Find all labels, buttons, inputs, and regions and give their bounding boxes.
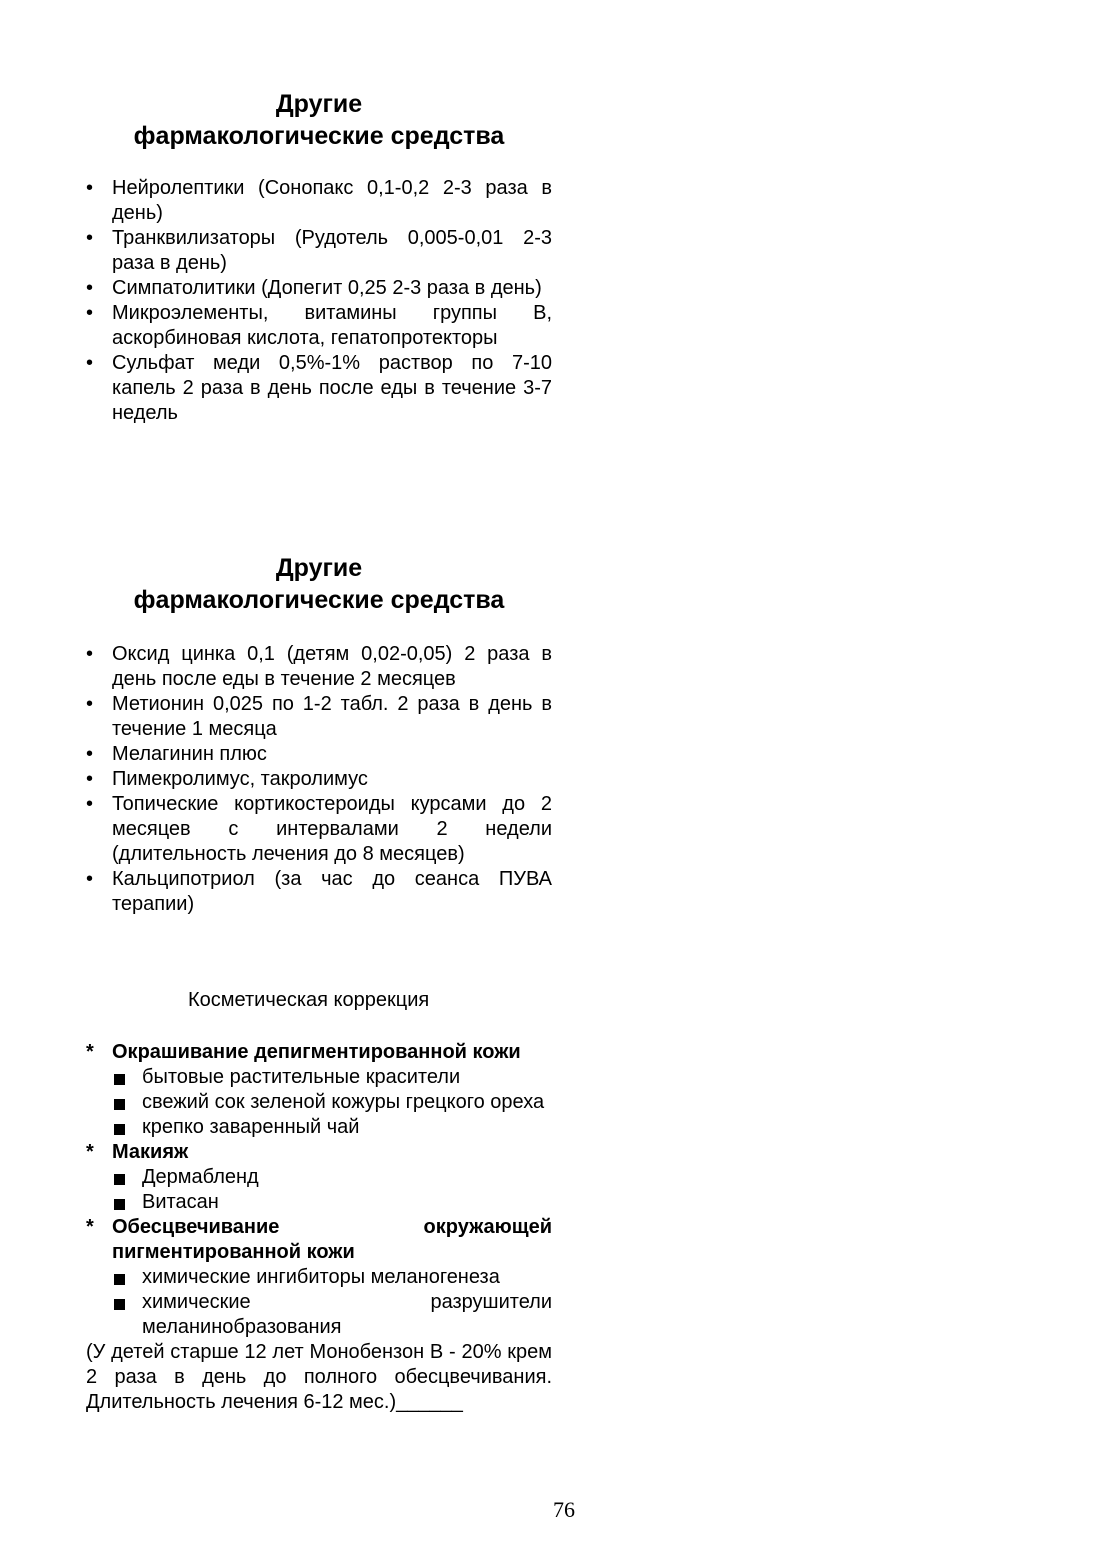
cosmetic-title: Косметическая коррекция [188,989,430,1011]
list-item-text: Пимекролимус, такролимус [112,768,368,790]
bullet-icon: • [86,352,94,374]
list-item-text: Кальципотриол (за час до сеанса ПУВА терапии) [112,868,552,915]
bullet-icon: • [86,643,94,665]
list-item [86,692,552,742]
list-item [86,351,552,426]
section1-heading-line1: Другие [275,90,363,118]
bullet-icon: • [86,177,94,199]
list-item-text: Оксид цинка 0,1 (детям 0,02-0,05) 2 раза в день после еды в течение 2 месяцев [112,643,552,690]
sub-item-text: бытовые растительные красители [142,1066,461,1088]
sub-item [86,1065,552,1090]
category-title: Макияж [112,1141,189,1163]
list-item [86,867,552,917]
bullet-icon: • [86,743,94,765]
bullet-icon: • [86,277,94,299]
list-item [86,642,552,692]
sub-item [86,1265,552,1290]
square-bullet-icon [114,1299,125,1310]
cosmetic-list [86,1040,552,1415]
list-item [86,792,552,867]
list-item [86,176,552,226]
sub-item-text: свежий сок зеленой кожуры грецкого ореха [142,1091,545,1113]
list-item [86,742,552,767]
section1-heading [86,88,552,152]
list-item-text: Нейролептики (Сонопакс 0,1-0,2 2-3 раза в день) [112,177,552,224]
section2-heading-line1: Другие [275,554,363,582]
bullet-icon: • [86,768,94,790]
bullet-icon: • [86,302,94,324]
square-bullet-icon [114,1099,125,1110]
square-bullet-icon [114,1124,125,1135]
section1-list [86,176,552,426]
bullet-icon: • [86,868,94,890]
list-item [86,226,552,276]
list-item [86,276,552,301]
section1-heading-line2: фармакологические средства [133,122,505,150]
sub-item-text: химические ингибиторы меланогенеза [142,1266,500,1288]
bullet-icon: • [86,793,94,815]
list-item-text: Симпатолитики (Допегит 0,25 2-3 раза в день) [112,277,542,299]
sub-item [86,1290,552,1340]
sub-item-text: химические разрушители меланинобразования [142,1291,552,1338]
list-item-text: Мелагинин плюс [112,743,267,765]
treatment-note: (У детей старше 12 лет Монобензон В - 20% крем 2 раза в день до полного обесцвечивания. Длительность лечения 6-12 мес.)______ [86,1341,552,1413]
category-heading [86,1040,552,1065]
page-number: 76 [553,1497,575,1522]
list-item-text: Микроэлементы, витамины группы В, аскорбиновая кислота, гепатопротекторы [112,302,552,349]
bullet-icon: • [86,227,94,249]
asterisk-icon: * [86,1041,94,1063]
square-bullet-icon [114,1074,125,1085]
sub-item [86,1190,552,1215]
category-title: Окрашивание депигментированной кожи [112,1041,521,1063]
asterisk-icon: * [86,1141,94,1163]
asterisk-icon: * [86,1216,94,1238]
section2-heading-line2: фармакологические средства [133,586,505,614]
list-item-text: Транквилизаторы (Рудотель 0,005-0,01 2-3 раза в день) [112,227,552,274]
square-bullet-icon [114,1174,125,1185]
sub-item [86,1165,552,1190]
square-bullet-icon [114,1199,125,1210]
square-bullet-icon [114,1274,125,1285]
sub-item-text: крепко заваренный чай [142,1116,360,1138]
list-item [86,301,552,351]
bullet-icon: • [86,693,94,715]
category-heading [86,1140,552,1165]
sub-item [86,1090,552,1115]
list-item-text: Топические кортикостероиды курсами до 2 месяцев с интервалами 2 недели (длительность лечения до 8 месяцев) [112,793,552,865]
section2-heading [86,552,552,616]
sub-item-text: Витасан [142,1191,219,1213]
list-item-text: Сульфат меди 0,5%-1% раствор по 7-10 капель 2 раза в день после еды в течение 3-7 недель [112,352,552,424]
list-item-text: Метионин 0,025 по 1-2 табл. 2 раза в день в течение 1 месяца [112,693,552,740]
list-item [86,767,552,792]
category-heading [86,1215,552,1265]
section2-list [86,642,552,917]
sub-item-text: Дермабленд [142,1166,259,1188]
category-title: Обесцвечивание окружающей пигментированной кожи [112,1216,552,1263]
sub-item [86,1115,552,1140]
